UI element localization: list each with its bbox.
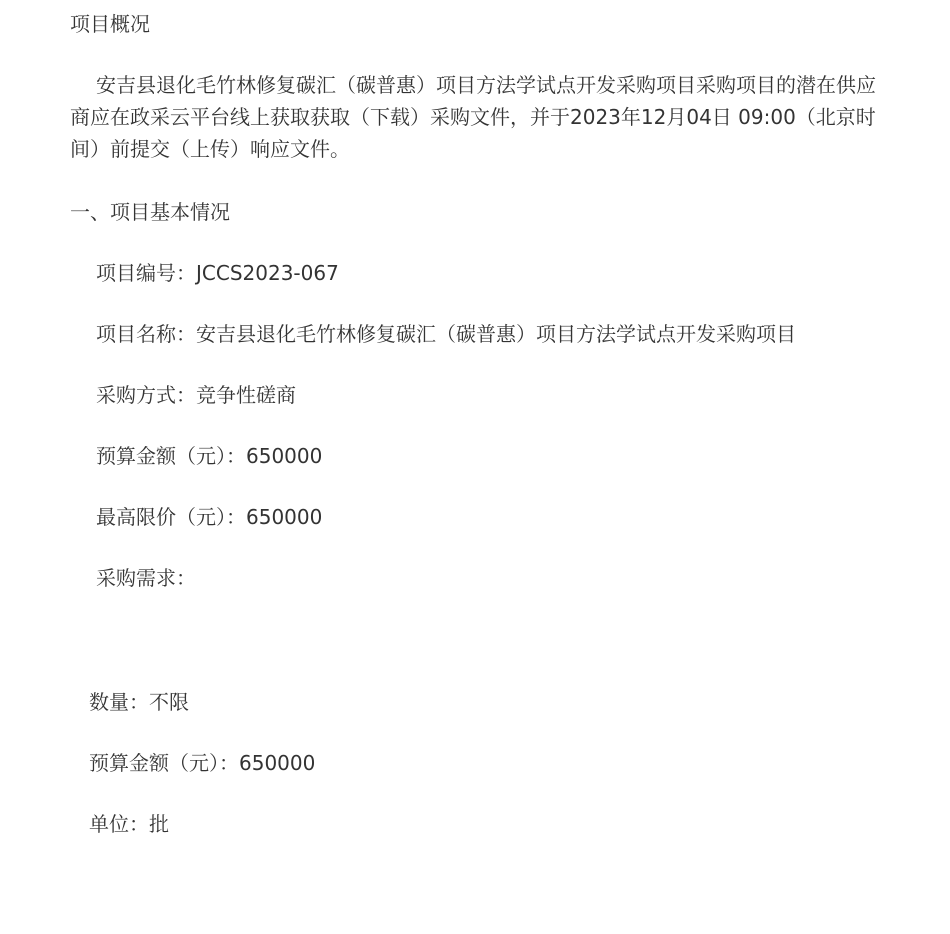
budget-amount: 预算金额（元）：650000: [96, 444, 323, 468]
demand-budget: 预算金额（元）：650000: [89, 751, 316, 775]
project-number: 项目编号：JCCS2023-067: [96, 261, 339, 285]
overview-title: 项目概况: [70, 12, 150, 36]
procurement-demand-label: 采购需求：: [96, 566, 196, 590]
procurement-method: 采购方式：竞争性磋商: [96, 383, 296, 407]
section-heading-basic-info: 一、项目基本情况: [70, 200, 230, 224]
overview-paragraph: 安吉县退化毛竹林修复碳汇（碳普惠）项目方法学试点开发采购项目采购项目的潜在供应商应在政采云平台线上获取获取（下载）采购文件，并于2023年12月04日 09:00（北京时间）前提交（上传）响应文件。: [70, 73, 876, 161]
demand-quantity: 数量：不限: [89, 690, 189, 714]
project-name: 项目名称：安吉县退化毛竹林修复碳汇（碳普惠）项目方法学试点开发采购项目: [96, 322, 796, 346]
demand-unit: 单位：批: [89, 812, 169, 836]
max-price: 最高限价（元）：650000: [96, 505, 323, 529]
